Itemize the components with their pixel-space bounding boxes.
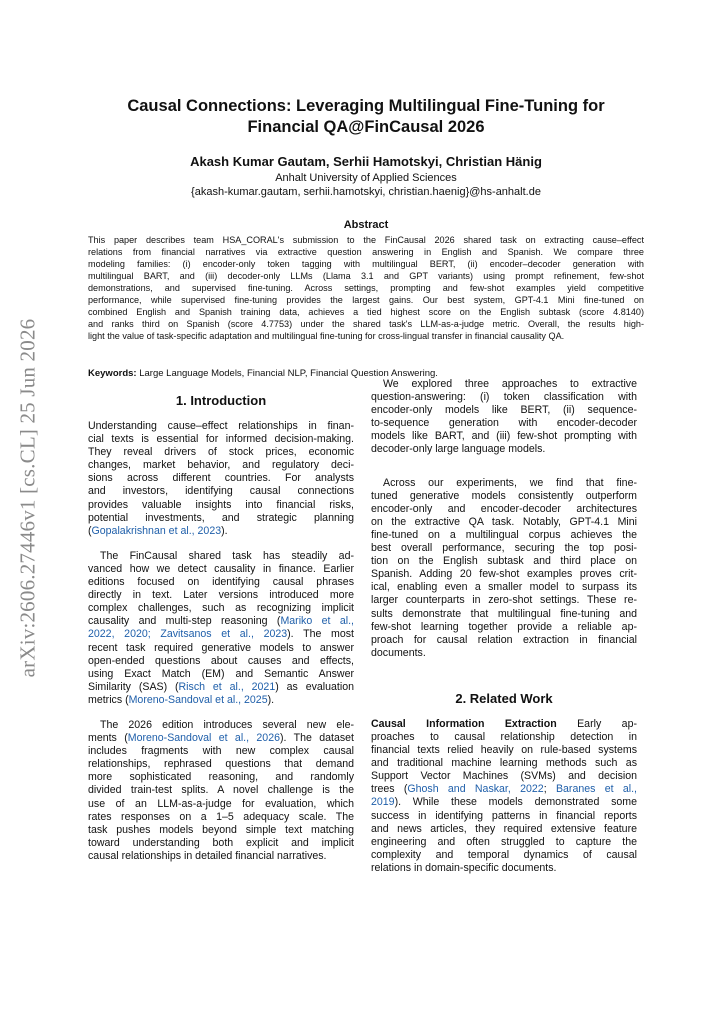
- text-line: [88, 615, 354, 628]
- section-spacer: [371, 672, 637, 690]
- abstract-line: This paper describes team HSA_CORAL's submission to the FinCausal 2026 shared task on extracting cause–effect: [88, 235, 644, 245]
- intro-paragraph-5: [371, 477, 637, 660]
- intro-paragraph-3: [88, 719, 354, 863]
- title-line-1: Causal Connections: Leveraging Multilingual Fine-Tuning for: [127, 97, 605, 115]
- text-line: Across our experiments, we find that fine-: [383, 476, 637, 489]
- abstract-line: light the value of task-specific adaptation and multilingual fine-tuning for cross-lingual transfer in financial causality QA.: [88, 331, 565, 342]
- text-line: ical, enabling even a smaller model to surpass its: [371, 581, 637, 594]
- intro-paragraph-2: [88, 550, 354, 707]
- text-line: [371, 796, 637, 809]
- text-span: metrics (: [88, 693, 129, 706]
- text-line: rates responses on a 1–5 adequacy scale. The: [88, 810, 354, 823]
- text-span: trees (: [371, 783, 408, 796]
- text-line: fine-tuned on a multilingual corpus achieves the: [371, 528, 637, 541]
- text-span: ) as evaluation: [275, 680, 355, 693]
- text-line: few-shot learning together provide a reliable ap-: [371, 620, 637, 633]
- intro-paragraph-4: [371, 378, 637, 457]
- citation-link[interactable]: Baranes et al.,: [555, 783, 637, 796]
- abstract-heading: Abstract: [343, 219, 389, 231]
- text-line: relations in domain-specific documents.: [371, 861, 557, 874]
- related-paragraph-1: [371, 718, 637, 875]
- text-line: proaches to causal relationship detection in: [371, 730, 637, 743]
- text-line: success in identifying patterns in financial reports: [371, 809, 637, 822]
- text-line: and traditional machine learning methods such as: [371, 757, 637, 770]
- text-line: The FinCausal shared task has steadily ad-: [100, 549, 354, 562]
- text-span: ments (: [88, 732, 128, 745]
- text-line: best overall performance, securing the top posi-: [371, 542, 637, 555]
- abstract-line: demonstrations, and supervised fine-tuning. Across settings, prompting and few-shot examples yield competitive: [88, 283, 644, 294]
- text-line: open-ended questions about causes and effects,: [88, 654, 354, 667]
- text-line: (Gopalakrishnan et al., 2023).: [88, 524, 228, 537]
- text-line: Support Vector Machines (SVMs) and decision: [371, 770, 637, 783]
- left-column: [88, 392, 354, 875]
- citation-link[interactable]: Ghosh and Naskar, 2022: [407, 783, 544, 796]
- text-line: tuned generative models consistently outperform: [371, 489, 637, 502]
- text-line: financial texts relied heavily on rule-based systems: [371, 744, 637, 757]
- text-line: sions across different countries. For analysts: [88, 472, 354, 485]
- section-heading-related-work: 2. Related Work: [455, 690, 553, 706]
- intro-paragraph-1: [88, 420, 354, 538]
- text-span: Early ap-: [577, 717, 637, 730]
- text-line: causal relationships in detailed financial narratives.: [88, 849, 327, 862]
- keywords-text: Large Language Models, Financial NLP, Financial Question Answering.: [139, 368, 438, 379]
- text-span: Similarity (SAS) (: [88, 680, 179, 693]
- text-line: proach for causal relation extraction in financial: [371, 633, 637, 646]
- right-column: [371, 378, 637, 887]
- text-line: encoder-only and encoder-decoder architectures: [371, 502, 637, 515]
- run-in-heading: Causal Information Extraction: [371, 717, 557, 730]
- text-line: models like BART, and (iii) few-shot prompting with: [371, 430, 637, 443]
- text-line: to-sequence generation with encoder-decoder: [371, 417, 637, 430]
- text-line: use of an LLM-as-a-judge for evaluation, which: [88, 797, 354, 810]
- text-line: decoder-only large language models.: [371, 443, 546, 456]
- text-span: ). The dataset: [280, 732, 355, 745]
- text-line: changes, market behavior, and regulatory deci-: [88, 459, 354, 472]
- text-line: toward understanding both explicit and implicit: [88, 836, 354, 849]
- text-line: task pushes models beyond simple text matching: [88, 823, 354, 836]
- citation-link[interactable]: Moreno-Sandoval et al., 2026: [127, 732, 280, 745]
- keywords-label: Keywords:: [88, 368, 137, 379]
- arxiv-side-stamp: [8, 300, 48, 695]
- text-line: divided train-test splits. A novel challenge is the: [88, 784, 354, 797]
- text-line: editions focused on identifying causal phrases: [88, 576, 354, 589]
- text-line: [88, 681, 354, 694]
- section-heading-introduction: 1. Introduction: [175, 393, 267, 408]
- title-line-2: Financial QA@FinCausal 2026: [247, 118, 485, 136]
- author-emails: {akash-kumar.gautam, serhii.hamotskyi, christian.haenig}@hs-anhalt.de: [191, 186, 541, 198]
- text-line: more sophisticated reasoning, and randomly: [88, 771, 354, 784]
- text-line: using Exact Match (EM) and Semantic Answer: [88, 667, 354, 680]
- text-span: ). While these models demonstrated some: [394, 796, 637, 809]
- text-line: trees (Ghosh and Naskar, 2022; Baranes et al.,: [371, 783, 637, 796]
- author-list: Akash Kumar Gautam, Serhii Hamotskyi, Christian Hänig: [190, 154, 542, 169]
- text-line: vanced how we detect causality in finance. Earlier: [88, 562, 354, 575]
- text-span: ). The most: [287, 628, 354, 641]
- abstract-body: [88, 234, 644, 342]
- text-line: [371, 718, 637, 731]
- text-line: complexity and temporal dynamics of causal: [371, 848, 637, 861]
- text-line: question-answering: (i) token classification with: [371, 391, 637, 404]
- affiliation-block: [90, 171, 642, 199]
- text-line: and investors, identifying causal connections: [88, 485, 354, 498]
- abstract-line: relations from financial narratives via extractive question answering in English and Spanish. We compare three: [88, 247, 644, 258]
- citation-link[interactable]: Gopalakrishnan et al., 2023: [91, 524, 222, 537]
- text-line: recent task required generative models to answer: [88, 641, 354, 654]
- text-span: causality and multi-step reasoning (: [88, 615, 281, 628]
- text-line: sults demonstrate that multilingual fine-tuning and: [371, 607, 637, 620]
- citation-link[interactable]: 2022, 2020; Zavitsanos et al., 2023: [88, 628, 288, 641]
- text-line: encoder-only models like BERT, (ii) sequence-: [371, 404, 637, 417]
- text-line: potential investments, and strategic planning: [88, 511, 354, 524]
- paper-title: [90, 96, 642, 138]
- text-line: engineering and often struggled to capture the: [371, 835, 637, 848]
- abstract-line: and ranks third on Spanish (score 4.7753) under the shared task's LLM-as-a-judge metric. Overall, the results high-: [88, 319, 644, 330]
- text-line: We explored three approaches to extractive: [383, 378, 637, 390]
- abstract-line: combined English and Spanish training data, achieves a tied highest score on the English subtask (score 4.8140): [88, 307, 644, 318]
- text-line: cial texts is essential for informed decision-making.: [88, 433, 354, 446]
- affiliation: Anhalt University of Applied Sciences: [275, 172, 457, 184]
- citation-link[interactable]: 2019: [371, 796, 395, 809]
- citation-link[interactable]: Risch et al., 2021: [178, 680, 276, 693]
- text-line: Spanish. Adding 20 few-shot examples proves crit-: [371, 568, 637, 581]
- text-line: tion on the English subtask and third place on: [371, 555, 637, 568]
- abstract-line: modeling families: (i) encoder-only token tagging with multilingual BERT, (ii) encoder–decoder generation with: [88, 259, 644, 270]
- citation-link[interactable]: Moreno-Sandoval et al., 2025: [128, 693, 268, 706]
- text-line: They reveal drivers of stock prices, economic: [88, 446, 354, 459]
- text-line: The 2026 edition introduces several new ele-: [100, 718, 354, 731]
- text-line: complex challenges, such as recognizing implicit: [88, 602, 354, 615]
- text-line: [88, 732, 354, 745]
- text-line: on the extractive QA task. Notably, GPT-4.1 Mini: [371, 515, 637, 528]
- citation-link[interactable]: Mariko et al.,: [280, 615, 354, 628]
- text-line: documents.: [371, 646, 426, 659]
- text-line: and news articles, they required extensive feature: [371, 822, 637, 835]
- text-line: directly in text. Later versions introduced more: [88, 589, 354, 602]
- text-line: Understanding cause–effect relationships in finan-: [88, 420, 354, 432]
- abstract-line: multilingual BART, and (iii) decoder-only LLMs (Llama 3.1 and GPT variants) using prompt refinement, few-shot: [88, 271, 644, 282]
- text-line: metrics (Moreno-Sandoval et al., 2025).: [88, 693, 275, 706]
- text-line: larger counterparts in zero-shot settings. These re-: [371, 594, 637, 607]
- text-line: [88, 628, 354, 641]
- abstract-line: performance, while supervised fine-tuning provides the largest gains. Our best system, GPT-4.1 Mini fine-tuned on: [88, 295, 644, 306]
- text-line: includes fragments with new complex causal: [88, 745, 354, 758]
- text-line: relationships, rephrased questions that demand: [88, 758, 354, 771]
- arxiv-identifier: arXiv:2606.27446v1 [cs.CL] 25 Jun 2026: [15, 318, 40, 677]
- text-line: provides valuable insights into financial risks,: [88, 498, 354, 511]
